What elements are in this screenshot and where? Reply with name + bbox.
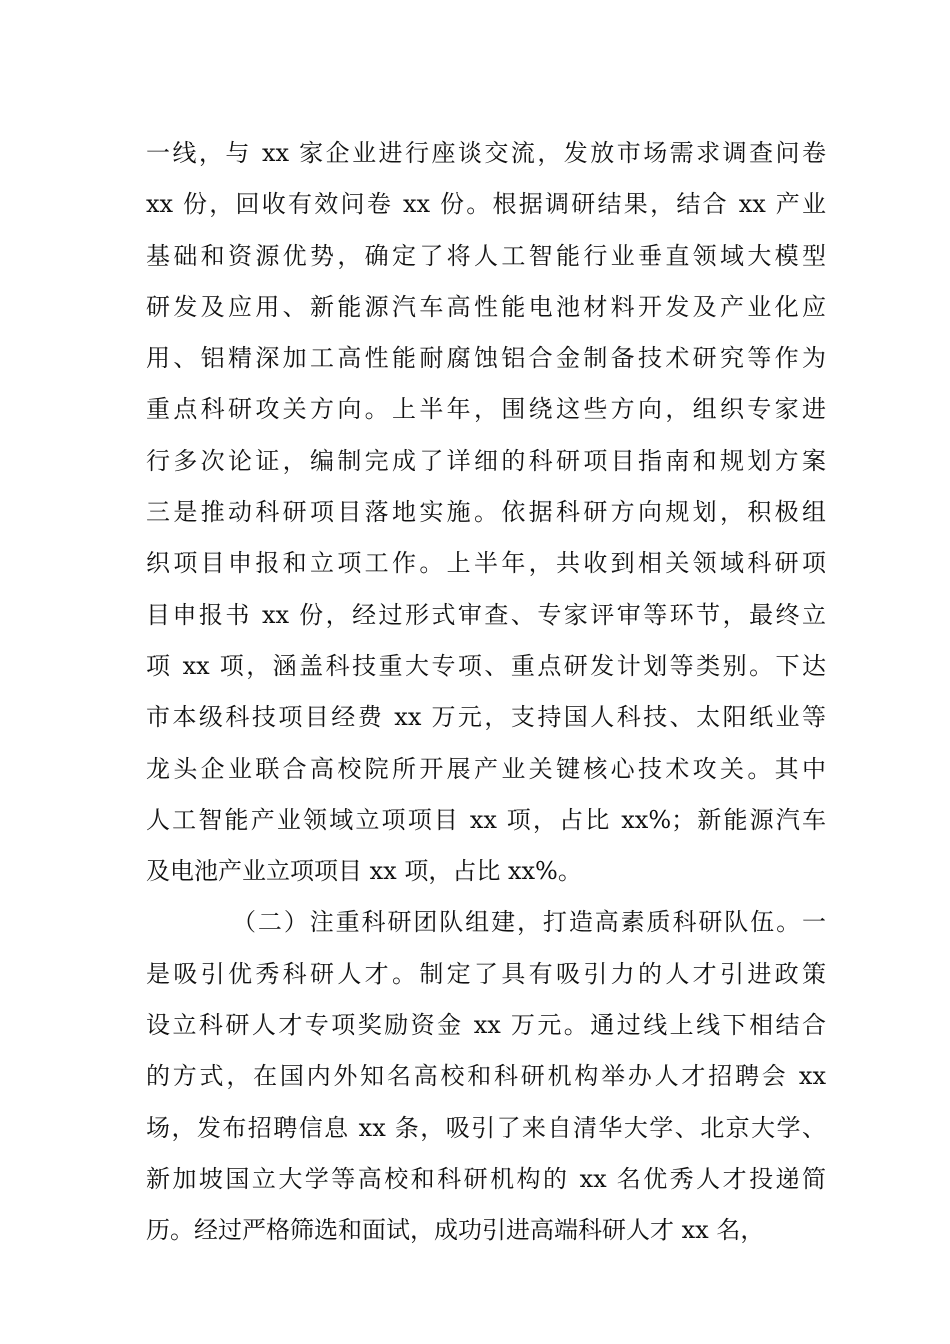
paragraph-end-line: 及电池产业立项项目 xx 项，占比 xx%。: [146, 857, 582, 886]
text-line: 新加坡国立大学等高校和科研机构的 xx 名优秀人才投递简: [146, 1164, 826, 1193]
section-heading-line: （二）注重科研团队组建，打造高素质科研队伍。一: [232, 908, 826, 937]
text-line: 三是推动科研项目落地实施。依据科研方向规划，积极组: [146, 498, 826, 527]
text-line: 项 xx 项，涵盖科技重大专项、重点研发计划等类别。下达: [146, 651, 826, 680]
text-line: 织项目申报和立项工作。上半年，共收到相关领域科研项: [146, 549, 826, 578]
text-line: 行多次论证，编制完成了详细的科研项目指南和规划方案: [146, 446, 826, 475]
text-line: 基础和资源优势，确定了将人工智能行业垂直领域大模型: [146, 241, 826, 270]
text-line: 一线，与 xx 家企业进行座谈交流，发放市场需求调查问卷: [146, 139, 826, 167]
body-text: [146, 128, 826, 1257]
text-line: 市本级科技项目经费 xx 万元，支持国人科技、太阳纸业等: [146, 703, 826, 732]
text-line: xx 份，回收有效问卷 xx 份。根据调研结果，结合 xx 产业: [146, 190, 826, 219]
text-line: 用、铝精深加工高性能耐腐蚀铝合金制备技术研究等作为: [146, 344, 826, 373]
text-line: 的方式，在国内外知名高校和科研机构举办人才招聘会 xx: [146, 1062, 826, 1091]
text-line: 人工智能产业领域立项项目 xx 项，占比 xx%；新能源汽车: [146, 805, 826, 834]
text-line: 历。经过严格筛选和面试，成功引进高端科研人才 xx 名，: [146, 1216, 765, 1245]
text-line: 重点科研攻关方向。上半年，围绕这些方向，组织专家进: [146, 395, 826, 424]
text-line: 研发及应用、新能源汽车高性能电池材料开发及产业化应: [146, 292, 826, 321]
text-line: 目申报书 xx 份，经过形式审查、专家评审等环节，最终立: [146, 600, 826, 629]
text-line: 龙头企业联合高校院所开展产业关键核心技术攻关。其中: [146, 754, 826, 783]
text-line: 是吸引优秀科研人才。制定了具有吸引力的人才引进政策: [146, 959, 826, 988]
text-line: 场，发布招聘信息 xx 条，吸引了来自清华大学、北京大学、: [146, 1113, 826, 1142]
text-line: 设立科研人才专项奖励资金 xx 万元。通过线上线下相结合: [146, 1011, 826, 1040]
